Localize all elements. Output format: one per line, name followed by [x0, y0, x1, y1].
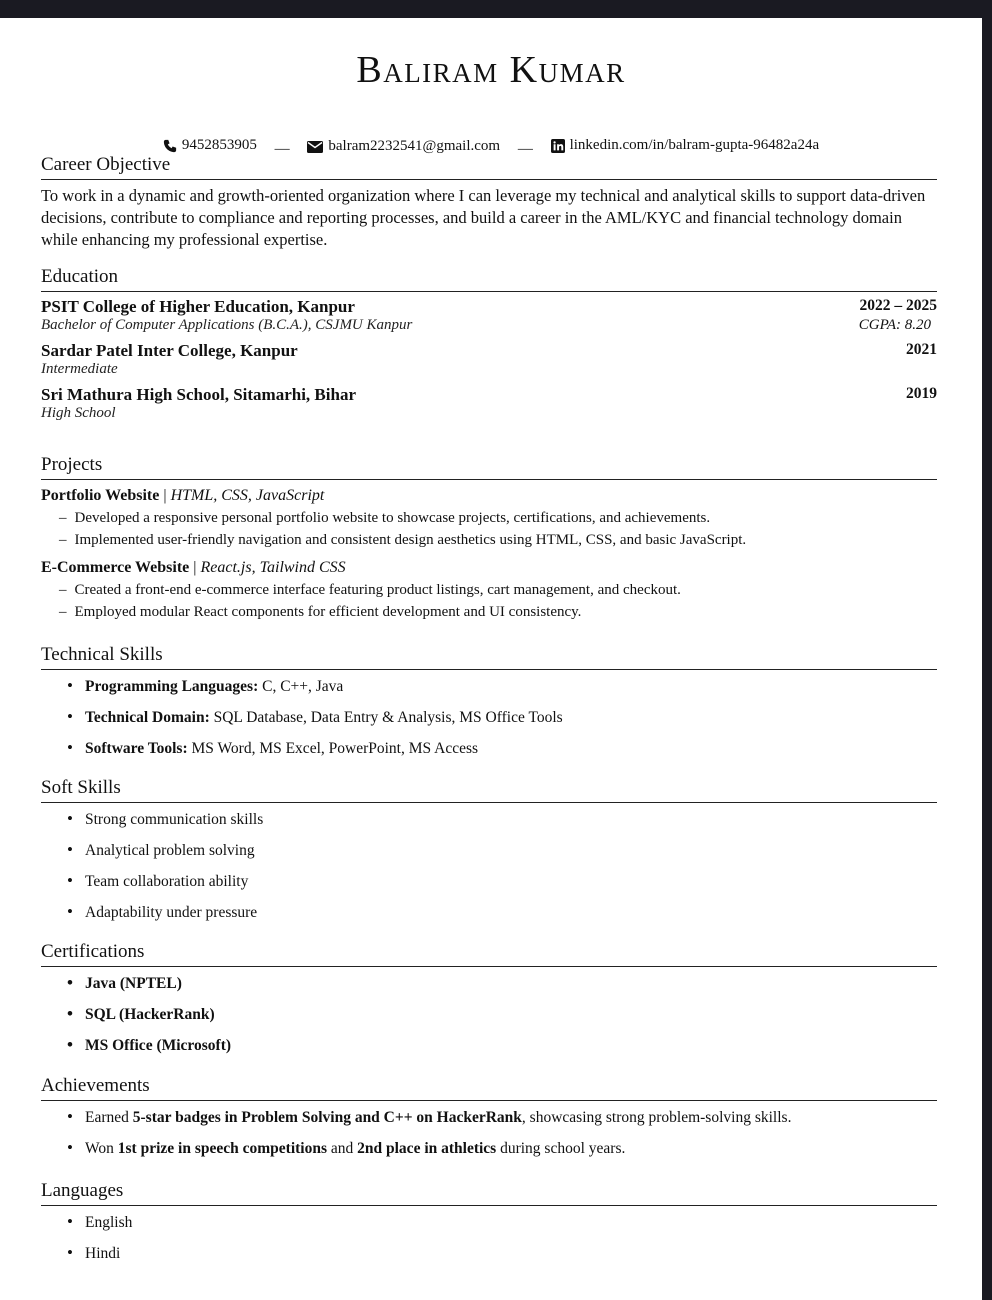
- achievement-text: Earned: [85, 1109, 133, 1126]
- phone-contact[interactable]: [163, 137, 257, 154]
- skill-value: C, C++, Java: [262, 678, 344, 695]
- certification-item: • Java (NPTEL): [67, 968, 937, 999]
- right-edge: [982, 18, 992, 1300]
- certification-item: • SQL (HackerRank): [67, 999, 937, 1030]
- achievement-item: [67, 1133, 937, 1164]
- candidate-name: Baliram Kumar: [356, 49, 626, 91]
- soft-skill-item: • Analytical problem solving: [67, 835, 937, 866]
- skill-item: [67, 733, 937, 764]
- school-name: Sardar Patel Inter College, Kanpur: [41, 341, 298, 360]
- achievements-section: [41, 1075, 937, 1164]
- certifications-section: [41, 941, 937, 1061]
- section-title: Education: [41, 266, 937, 292]
- section-title: Projects: [41, 454, 937, 480]
- school-name: PSIT College of Higher Education, Kanpur: [41, 297, 355, 316]
- project-name: Portfolio Website: [41, 487, 160, 504]
- resume-page: [0, 18, 982, 1300]
- section-title: Career Objective: [41, 154, 937, 180]
- achievement-highlight: 1st prize in speech competitions: [117, 1140, 327, 1157]
- education-entry: [41, 385, 937, 422]
- section-title: Certifications: [41, 941, 937, 967]
- section-title: Soft Skills: [41, 777, 937, 803]
- skill-label: Programming Languages:: [85, 678, 259, 695]
- soft-skills-section: [41, 777, 937, 928]
- career-objective-section: [41, 154, 937, 251]
- project-point: – Created a front-end e-commerce interface featuring product listings, cart management, and checkout.: [59, 579, 937, 601]
- achievement-highlight: 2nd place in athletics: [357, 1140, 497, 1157]
- project-entry: E-Commerce Website | React.js, Tailwind CSS – Created a front-end e-commerce interface featuring product listings, cart management, and checkout. – Employed modular React components for efficient development and UI consistency.: [41, 559, 937, 623]
- education-grade: CGPA: 8.20: [858, 317, 931, 333]
- soft-skill-item: • Adaptability under pressure: [67, 897, 937, 928]
- separator: —: [517, 140, 533, 157]
- education-entry: [41, 341, 937, 378]
- skill-item: [67, 702, 937, 733]
- education-detail: High School: [41, 405, 116, 421]
- separator: —: [274, 140, 290, 157]
- linkedin-contact[interactable]: [551, 137, 820, 154]
- school-name: Sri Mathura High School, Sitamarhi, Bihar: [41, 385, 356, 404]
- top-bar: [0, 0, 992, 18]
- project-name: E-Commerce Website: [41, 559, 190, 576]
- objective-text: To work in a dynamic and growth-oriented organization where I can leverage my technical and analytical skills to support data-driven decisions, contribute to compliance and reporting processes, and build a career in the AML/KYC and financial technology domain while enhancing my professional expertise.: [41, 186, 926, 249]
- project-tech: HTML, CSS, JavaScript: [170, 487, 325, 504]
- skill-value: SQL Database, Data Entry & Analysis, MS Office Tools: [213, 709, 563, 726]
- language-item: • English: [67, 1207, 937, 1238]
- soft-skill-item: • Team collaboration ability: [67, 866, 937, 897]
- achievement-text: during school years.: [496, 1140, 626, 1157]
- project-entry: Portfolio Website | HTML, CSS, JavaScript – Developed a responsive personal portfolio website to showcase projects, certifications, and achievements. – Implemented user-friendly navigation and consistent design aesthetics using HTML, CSS, and basic JavaScript.: [41, 487, 937, 551]
- linkedin-icon: [551, 139, 565, 153]
- achievement-text: Won: [85, 1140, 118, 1157]
- achievement-highlight: 5-star badges in Problem Solving and C++ on HackerRank: [132, 1109, 522, 1126]
- education-detail: Bachelor of Computer Applications (B.C.A.), CSJMU Kanpur: [41, 317, 413, 333]
- achievement-text: and: [327, 1140, 358, 1157]
- skill-label: Technical Domain:: [85, 709, 210, 726]
- achievement-text: , showcasing strong problem-solving skills.: [521, 1109, 792, 1126]
- email-contact[interactable]: [307, 138, 500, 155]
- education-section: [41, 266, 937, 422]
- education-date: 2019: [906, 385, 937, 402]
- email-address: balram2232541@gmail.com: [328, 138, 501, 154]
- language-item: • Hindi: [67, 1238, 937, 1269]
- skill-label: Software Tools:: [85, 740, 188, 757]
- education-date: 2022 – 2025: [859, 297, 937, 314]
- skill-value: MS Word, MS Excel, PowerPoint, MS Access: [191, 740, 479, 757]
- project-tech: React.js, Tailwind CSS: [200, 559, 346, 576]
- technical-skills-section: [41, 644, 937, 764]
- section-title: Technical Skills: [41, 644, 937, 670]
- soft-skill-item: • Strong communication skills: [67, 804, 937, 835]
- education-date: 2021: [906, 341, 937, 358]
- languages-section: [41, 1180, 937, 1269]
- projects-section: [41, 454, 937, 623]
- linkedin-url: linkedin.com/in/balram-gupta-96482a24a: [569, 137, 820, 153]
- project-point: – Developed a responsive personal portfolio website to showcase projects, certifications, and achievements.: [59, 507, 937, 529]
- section-title: Achievements: [41, 1075, 937, 1101]
- certification-item: • MS Office (Microsoft): [67, 1030, 937, 1061]
- envelope-icon: [307, 141, 323, 153]
- project-point: – Employed modular React components for efficient development and UI consistency.: [59, 601, 937, 623]
- education-detail: Intermediate: [41, 361, 118, 377]
- education-entry: [41, 297, 937, 334]
- phone-icon: [163, 139, 177, 153]
- phone-number: 9452853905: [181, 137, 257, 153]
- skill-item: [67, 671, 937, 702]
- achievement-item: [67, 1102, 937, 1133]
- project-point: – Implemented user-friendly navigation and consistent design aesthetics using HTML, CSS, and basic JavaScript.: [59, 529, 937, 551]
- section-title: Languages: [41, 1180, 937, 1206]
